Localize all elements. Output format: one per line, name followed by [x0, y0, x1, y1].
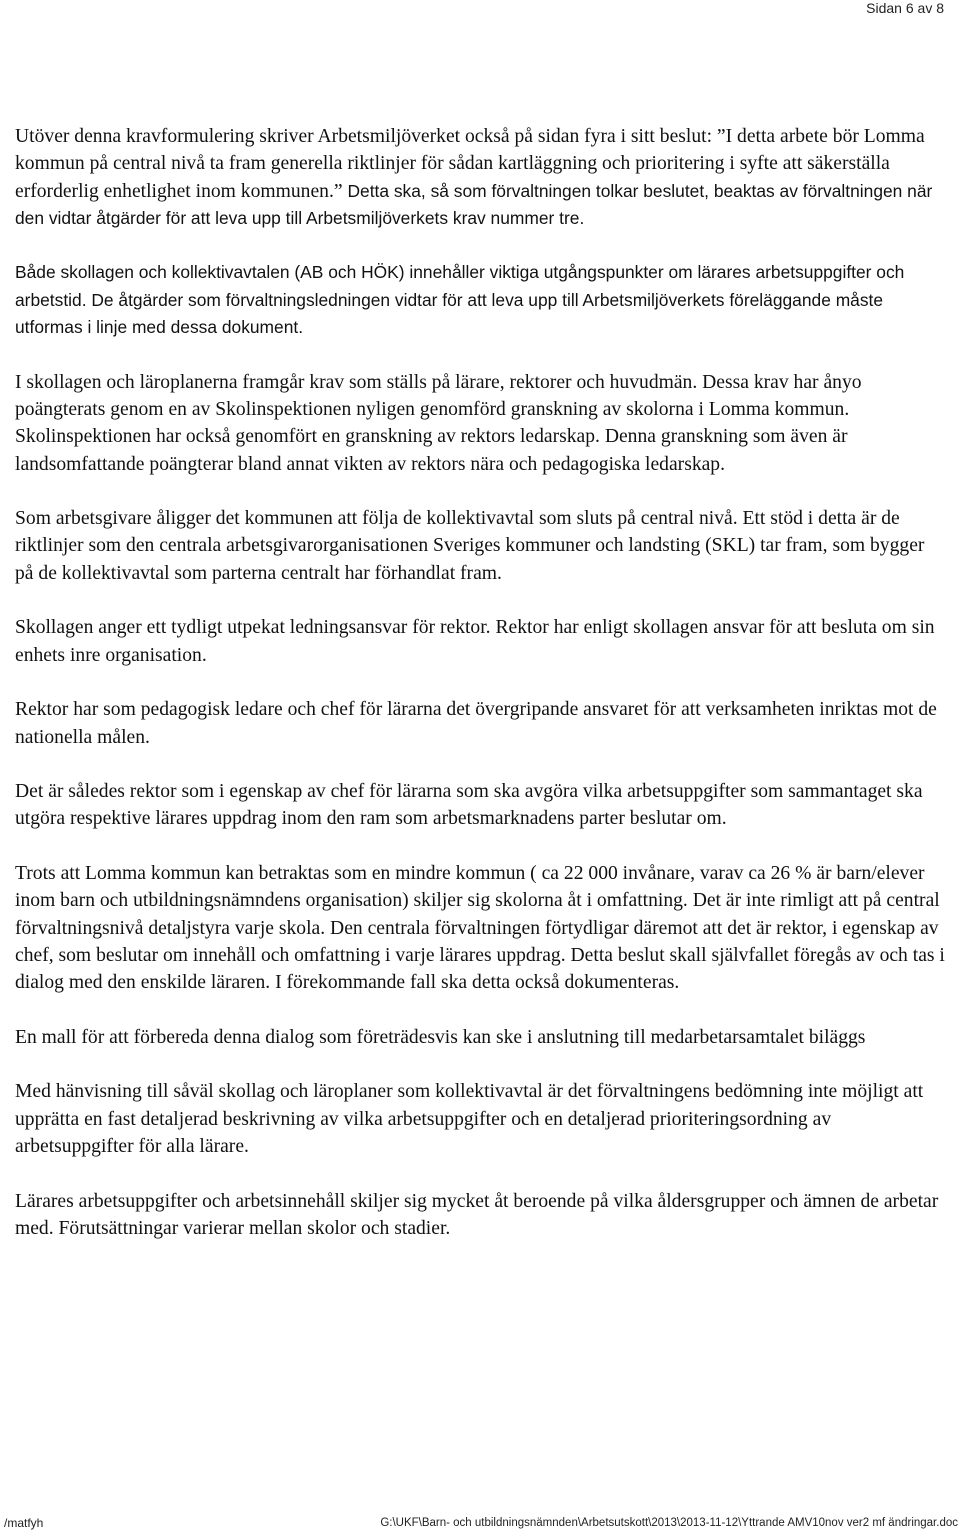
- footer-file-path: G:\UKF\Barn- och utbildningsnämnden\Arbetsutskott\2013\2013-11-12\Yttrande AMV10nov ver2 mf ändringar.doc: [380, 1517, 958, 1529]
- paragraph-school-law: I skollagen och läroplanerna framgår krav som ställs på lärare, rektorer och huvudmän. Dessa krav har ånyo poängterats genom en av Skolinspektionen nyligen genomförd granskning av skolorna i Lomma kommun. Skolinspektionen har också genomfört en granskning av rektors ledarskap. Denna granskning som även är landsomfattande poängterar bland annat vikten av rektors nära och pedagogiska ledarskap.: [15, 371, 862, 475]
- paragraph-principal-role: Rektor har som pedagogisk ledare och chef för lärarna det övergripande ansvaret för att verksamheten inriktas mot de nationella målen.: [15, 699, 937, 748]
- paragraph-quote: [15, 123, 945, 232]
- paragraph-collective-agreements: Både skollagen och kollektivavtalen (AB och HÖK) innehåller viktiga utgångspunkter om lärares arbetsuppgifter och arbetstid. De åtgärder som förvaltningsledningen vidtar för att leva upp till Arbetsmiljöverkets föreläggande måste utformas i linje med dessa dokument.: [15, 262, 905, 338]
- paragraph-template: En mall för att förbereda denna dialog som företrädesvis kan ske i anslutning till medarbetarsamtalet biläggs: [15, 1026, 866, 1048]
- page-number: Sidan 6 av 8: [866, 0, 944, 16]
- paragraph-interpretation-text: Detta ska, så som förvaltningen tolkar beslutet, beaktas av förvaltningen när den vidtar åtgärder för att leva upp till Arbetsmiljöverkets krav nummer tre.: [15, 180, 933, 228]
- paragraph-employer: Som arbetsgivare åligger det kommunen att följa de kollektivavtal som sluts på central nivå. Ett stöd i detta är de riktlinjer som den centrala arbetsgivarorganisationen Sveriges kommuner och landsting (SKL) tar fram, som bygger på de kollektivavtal som parterna centralt har förhandlat fram.: [15, 508, 925, 584]
- paragraph-tasks-vary: Lärares arbetsuppgifter och arbetsinnehåll skiljer sig mycket åt beroende på vilka åldersgrupper och ämnen de arbetar med. Förutsättningar varierar mellan skolor och stadier.: [15, 1190, 939, 1239]
- page-footer: [0, 1514, 960, 1531]
- footer-author: /matfyh: [4, 1516, 44, 1530]
- paragraph-principal-decides: Det är således rektor som i egenskap av chef för lärarna som ska avgöra vilka arbetsuppgifter som sammantaget ska utgöra respektive lärares uppdrag inom den ram som arbetsmarknadens parter beslutar om.: [15, 781, 923, 830]
- paragraph-assessment: Med hänvisning till såväl skollag och läroplaner som kollektivavtal är det förvaltningens bedömning inte möjligt att upprätta en fast detaljerad beskrivning av vilka arbetsuppgifter och en detaljerad prioriteringsordning av arbetsuppgifter för alla lärare.: [15, 1081, 924, 1157]
- document-body: [15, 123, 945, 1269]
- paragraph-quote-text: Utöver denna kravformulering skriver Arbetsmiljöverket också på sidan fyra i sitt beslut: ”I detta arbete bör Lomma kommun på central nivå ta fram generella riktlinjer för sådan kartläggning och prioritering i syfte att säkerställa erforderlig enhetlighet inom kommunen.”: [15, 126, 925, 202]
- paragraph-leadership: Skollagen anger ett tydligt utpekat ledningsansvar för rektor. Rektor har enligt skollagen ansvar för att besluta om sin enhets inre organisation.: [15, 617, 935, 666]
- paragraph-municipality: Trots att Lomma kommun kan betraktas som en mindre kommun ( ca 22 000 invånare, varav ca 26 % är barn/elever inom barn och utbildningsnämndens organisation) skiljer sig skolorna åt i omfattning. Det är inte rimligt att på central förvaltningsnivå detaljstyra varje skola. Den centrala förvaltningen förtydligar däremot att det är rektor, i egenskap av chef, som beslutar om innehåll och omfattning i varje lärares uppdrag. Detta beslut skall självfallet föregås av och tas i dialog med den enskilde läraren. I förekommande fall ska detta också dokumenteras.: [15, 863, 945, 994]
